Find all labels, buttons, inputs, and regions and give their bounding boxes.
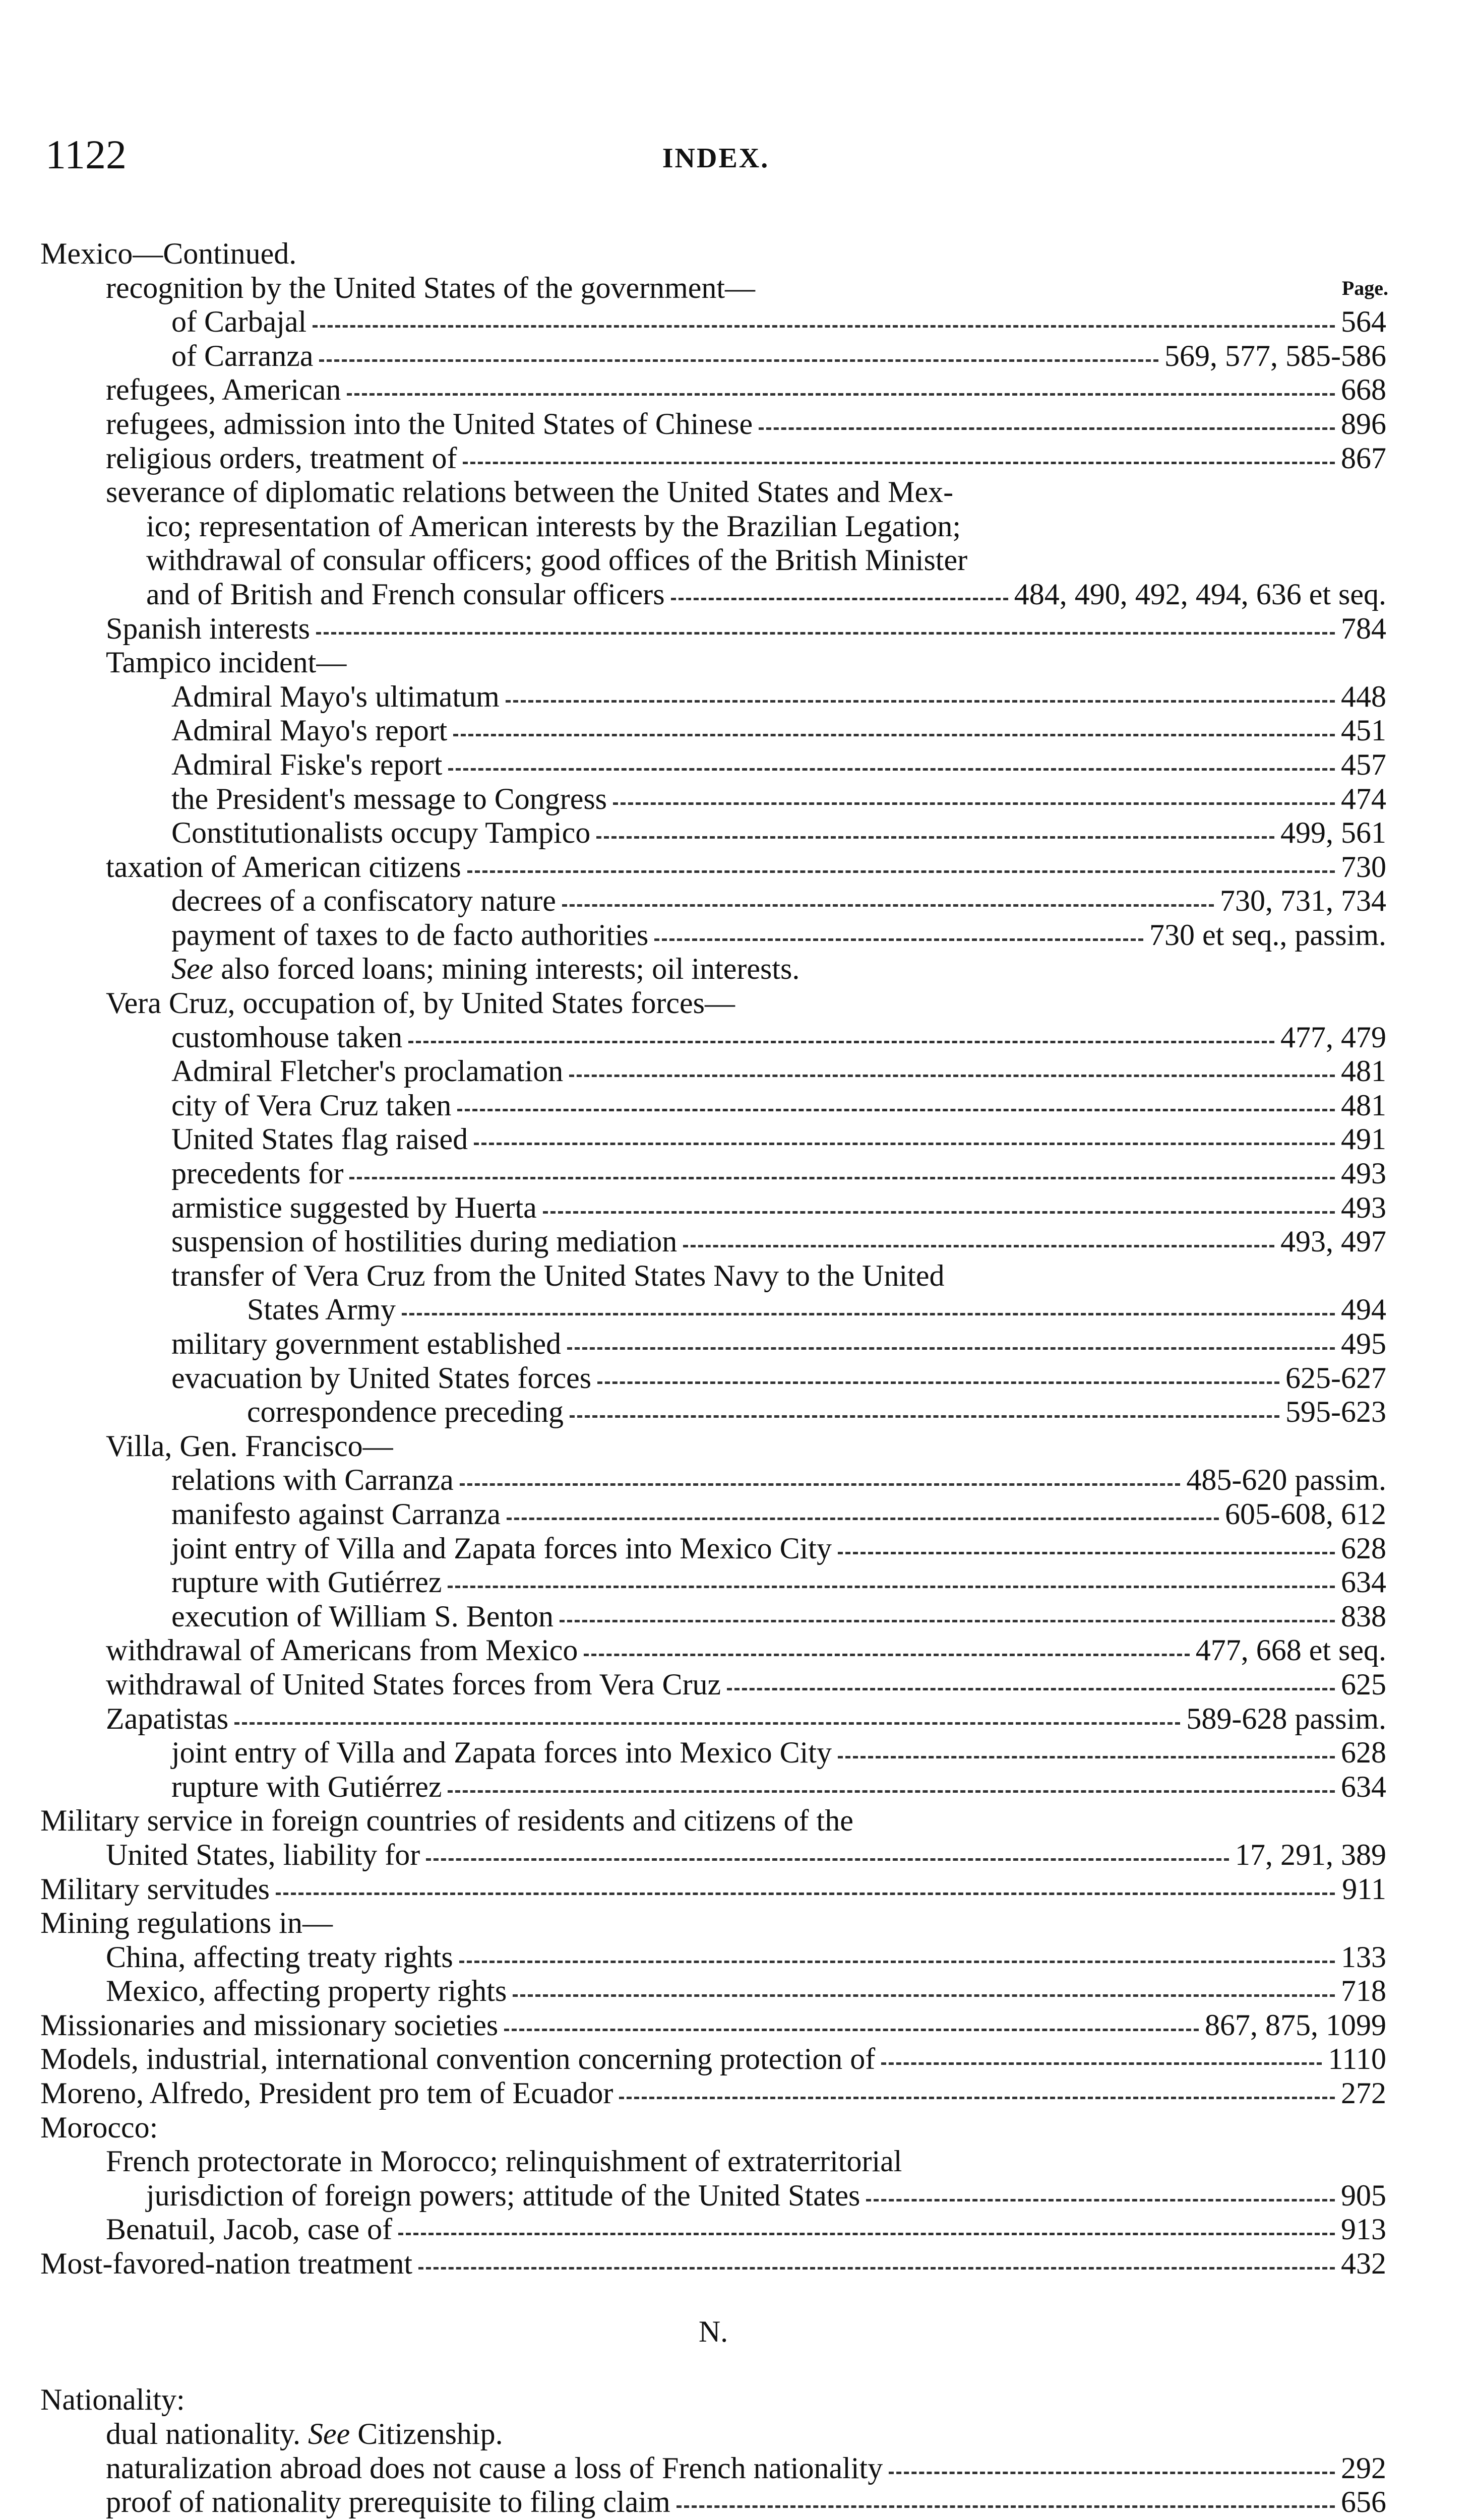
index-entry — [35, 646, 1391, 680]
entry-label: of Carranza — [171, 339, 314, 372]
entry-label: of Carbajal — [171, 305, 307, 339]
page-reference: 730 — [1341, 850, 1386, 884]
entry-label: relations with Carranza — [171, 1463, 454, 1497]
dot-leader — [418, 2267, 1335, 2270]
entry-with-leader — [171, 1497, 1386, 1532]
index-entry — [35, 1838, 1391, 1872]
entry-with-leader — [40, 2076, 1386, 2111]
dot-leader — [507, 1518, 1219, 1520]
index-entry — [35, 1054, 1391, 1089]
page-reference: 477, 668 et seq. — [1195, 1633, 1386, 1667]
entry-label: withdrawal of Americans from Mexico — [106, 1633, 578, 1667]
entry-with-leader — [171, 1532, 1386, 1566]
index-entry — [35, 1668, 1391, 1702]
dot-leader — [671, 598, 1008, 600]
entry-with-leader — [171, 1361, 1386, 1396]
index-entry — [35, 1327, 1391, 1361]
index-entry — [35, 1021, 1391, 1055]
entry-label: and of British and French consular officers — [146, 577, 665, 611]
entry-label: Military servitudes — [40, 1872, 270, 1906]
dot-leader — [408, 1041, 1274, 1043]
entry-label: Admiral Mayo's ultimatum — [171, 679, 500, 713]
index-entry — [35, 1565, 1391, 1600]
dot-leader — [570, 1415, 1279, 1418]
page-reference: 457 — [1341, 747, 1386, 781]
dot-leader — [584, 1654, 1189, 1656]
page-reference: 625 — [1341, 1667, 1386, 1701]
entry-label: suspension of hostilities during mediation — [171, 1225, 678, 1258]
entry-label: religious orders, treatment of — [106, 441, 457, 475]
index-entry — [35, 1497, 1391, 1532]
page-reference: 485-620 passim. — [1186, 1463, 1386, 1497]
index-entry — [35, 2383, 1391, 2417]
entry-label: withdrawal of United States forces from Vera Cruz — [106, 1667, 721, 1701]
dot-leader — [276, 1893, 1335, 1895]
entry-label: Most-favored-nation treatment — [40, 2247, 413, 2281]
index-entry — [35, 1089, 1391, 1123]
entry-label: withdrawal of consular officers; good offices of the British Minister — [146, 543, 968, 577]
index-entry — [35, 986, 1391, 1021]
entry-with-leader — [171, 782, 1386, 816]
page-reference: 569, 577, 585-586 — [1164, 339, 1386, 372]
dot-leader — [759, 427, 1335, 430]
entry-label: refugees, admission into the United States of Chinese — [106, 407, 753, 440]
page-reference: 911 — [1342, 1872, 1386, 1906]
entry-label: China, affecting treaty rights — [106, 1940, 453, 1974]
entry-label: dual nationality. See Citizenship. — [106, 2417, 503, 2450]
entry-label: taxation of American citizens — [106, 850, 461, 884]
entry-label: decrees of a confiscatory nature — [171, 884, 556, 918]
page-reference: 495 — [1341, 1327, 1386, 1360]
page-reference: 484, 490, 492, 494, 636 et seq. — [1014, 577, 1386, 611]
entry-with-leader — [171, 1463, 1386, 1497]
entry-with-leader — [171, 1600, 1386, 1634]
index-page — [35, 131, 1396, 2519]
page-reference: 605-608, 612 — [1225, 1497, 1386, 1531]
entry-with-leader — [40, 1872, 1386, 1907]
page-reference: 718 — [1341, 1974, 1386, 2008]
entry-label: Nationality: — [40, 2383, 185, 2417]
entry-with-leader — [106, 2485, 1386, 2519]
entry-label: Mexico—Continued. — [40, 237, 297, 270]
entry-with-leader — [171, 1122, 1386, 1157]
index-entry — [35, 1974, 1391, 2008]
entry-with-leader — [171, 680, 1386, 714]
index-entry — [35, 1463, 1391, 1497]
page-reference: 292 — [1341, 2451, 1386, 2485]
dot-leader — [683, 1245, 1274, 1247]
entry-label: United States flag raised — [171, 1122, 468, 1156]
entry-with-leader — [171, 918, 1386, 953]
index-entry — [35, 442, 1391, 476]
page-reference: 499, 561 — [1280, 816, 1386, 850]
entry-label: precedents for — [171, 1157, 344, 1190]
entry-label: Vera Cruz, occupation of, by United States forces— — [106, 986, 735, 1020]
page-reference: 448 — [1341, 679, 1386, 713]
index-entry — [35, 1395, 1391, 1429]
entry-label: Models, industrial, international convention concerning protection of — [40, 2042, 876, 2076]
page-reference: 432 — [1341, 2247, 1386, 2281]
index-entry — [35, 2111, 1391, 2145]
entry-with-leader — [106, 373, 1386, 407]
entry-label: ico; representation of American interests by the Brazilian Legation; — [146, 509, 961, 543]
index-entry — [35, 918, 1391, 953]
page-reference: 272 — [1341, 2076, 1386, 2110]
page-reference: 905 — [1341, 2178, 1386, 2212]
index-entry — [35, 782, 1391, 816]
dot-leader — [467, 870, 1335, 873]
index-entry — [35, 339, 1391, 373]
dot-leader — [889, 2472, 1335, 2474]
page-reference: 494 — [1341, 1293, 1386, 1327]
entry-with-leader — [106, 2451, 1386, 2486]
index-entry — [35, 2213, 1391, 2247]
entry-label: Tampico incident— — [106, 646, 347, 679]
dot-leader — [727, 1688, 1335, 1690]
dot-leader — [881, 2062, 1322, 2065]
entry-label: recognition by the United States of the government— — [106, 271, 756, 304]
page-reference: 1110 — [1328, 2042, 1386, 2076]
entry-with-leader — [171, 1736, 1386, 1770]
entry-with-leader — [106, 850, 1386, 885]
index-entry — [35, 407, 1391, 442]
page-reference: 595-623 — [1285, 1395, 1386, 1429]
index-entry — [35, 2076, 1391, 2111]
entry-label: proof of nationality prerequisite to filing claim — [106, 2485, 670, 2519]
entry-label: payment of taxes to de facto authorities — [171, 918, 649, 952]
entry-with-leader — [171, 1225, 1386, 1259]
index-entry — [35, 816, 1391, 850]
dot-leader — [457, 1109, 1335, 1111]
index-entry — [35, 1906, 1391, 1940]
index-entry — [35, 2247, 1391, 2281]
dot-leader — [504, 2029, 1199, 2031]
page-reference: 493, 497 — [1280, 1225, 1386, 1258]
dot-leader — [448, 1790, 1335, 1793]
entry-with-leader — [171, 816, 1386, 850]
dot-leader — [838, 1756, 1335, 1758]
dot-leader — [459, 1961, 1335, 1963]
page-reference: 730 et seq., passim. — [1149, 918, 1386, 952]
entry-with-leader — [106, 442, 1386, 476]
page-reference: 628 — [1341, 1736, 1386, 1770]
index-entry — [35, 748, 1391, 782]
dot-leader — [313, 325, 1335, 328]
entry-label: transfer of Vera Cruz from the United States Navy to the United — [171, 1258, 945, 1292]
dot-leader — [316, 632, 1335, 635]
entry-with-leader — [106, 2213, 1386, 2247]
page-reference: 913 — [1341, 2213, 1386, 2246]
dot-leader — [562, 904, 1214, 907]
index-entry — [35, 1191, 1391, 1225]
page-reference: 564 — [1341, 305, 1386, 339]
page-reference: 481 — [1341, 1088, 1386, 1122]
index-entry — [35, 1633, 1391, 1668]
entry-with-leader — [171, 1157, 1386, 1191]
entry-label: Morocco: — [40, 2110, 158, 2144]
section-heading: N. — [698, 2315, 728, 2349]
index-entry — [35, 510, 1391, 544]
entry-label: United States, liability for — [106, 1838, 420, 1871]
dot-leader — [513, 1994, 1335, 1997]
page-reference: 493 — [1341, 1157, 1386, 1190]
index-entry — [35, 2145, 1391, 2179]
index-entry — [35, 1770, 1391, 1804]
dot-leader — [460, 1483, 1181, 1486]
dot-leader — [613, 802, 1335, 805]
entry-with-leader — [106, 1668, 1386, 1702]
entry-label: jurisdiction of foreign powers; attitude of the United States — [146, 2178, 860, 2212]
page-reference: 474 — [1341, 782, 1386, 815]
page-reference: 481 — [1341, 1054, 1386, 1088]
index-entry — [35, 1122, 1391, 1157]
entry-with-leader — [146, 578, 1386, 612]
index-entry — [35, 2485, 1391, 2519]
entry-with-leader — [106, 407, 1386, 442]
index-entry — [35, 1872, 1391, 1907]
index-entry — [35, 475, 1391, 510]
dot-leader — [474, 1143, 1335, 1145]
entry-label: naturalization abroad does not cause a loss of French nationality — [106, 2451, 883, 2485]
dot-leader — [426, 1858, 1229, 1861]
entry-label: See also forced loans; mining interests; oil interests. — [171, 952, 800, 986]
dot-leader — [506, 700, 1335, 703]
entry-label: the President's message to Congress — [171, 782, 607, 815]
entry-label: joint entry of Villa and Zapata forces into Mexico City — [171, 1531, 832, 1565]
page-reference: 493 — [1341, 1190, 1386, 1224]
index-entry — [35, 1600, 1391, 1634]
index-entry — [35, 1429, 1391, 1464]
entry-label: French protectorate in Morocco; relinquishment of extraterritorial — [106, 2145, 902, 2178]
page-reference: 634 — [1341, 1565, 1386, 1599]
entry-label: States Army — [247, 1293, 396, 1327]
index-entry — [35, 373, 1391, 407]
page-column-label: Page. — [1341, 276, 1388, 299]
page-reference: 730, 731, 734 — [1220, 884, 1386, 918]
page-reference: 477, 479 — [1280, 1020, 1386, 1054]
index-entry — [35, 714, 1391, 748]
entry-with-leader — [40, 2247, 1386, 2281]
entry-label: Moreno, Alfredo, President pro tem of Ecuador — [40, 2076, 613, 2110]
entry-label: refugees, American — [106, 373, 341, 407]
entry-with-leader — [106, 1702, 1386, 1736]
dot-leader — [448, 1586, 1335, 1588]
page-reference: 451 — [1341, 714, 1386, 747]
entry-label: Spanish interests — [106, 611, 310, 645]
dot-leader — [676, 2505, 1335, 2508]
entry-with-leader — [247, 1395, 1386, 1429]
page-reference: 491 — [1341, 1122, 1386, 1156]
entry-with-leader — [106, 1974, 1386, 2008]
dot-leader — [569, 1075, 1335, 1077]
page-reference: 656 — [1341, 2485, 1386, 2519]
index-entry — [35, 271, 1391, 305]
dot-leader — [347, 393, 1335, 396]
running-head: INDEX. — [662, 143, 770, 174]
entry-with-leader — [40, 2042, 1386, 2076]
page-reference: 784 — [1341, 611, 1386, 645]
entry-with-leader — [106, 1940, 1386, 1975]
page-reference: 867, 875, 1099 — [1205, 2008, 1386, 2042]
entry-label: Admiral Fiske's report — [171, 747, 443, 781]
entry-with-leader — [171, 714, 1386, 748]
entry-with-leader — [171, 1021, 1386, 1055]
page-reference: 668 — [1341, 373, 1386, 407]
entry-with-leader — [171, 1054, 1386, 1089]
entry-with-leader — [171, 1770, 1386, 1804]
dot-leader — [319, 359, 1158, 362]
index-entry — [35, 1736, 1391, 1770]
entry-with-leader — [106, 612, 1386, 646]
dot-leader — [543, 1211, 1335, 1214]
entry-label: manifesto against Carranza — [171, 1497, 501, 1531]
spacer — [35, 2281, 1391, 2315]
page-number: 1122 — [45, 132, 127, 177]
spacer — [35, 2349, 1391, 2383]
entry-with-leader — [171, 1327, 1386, 1361]
index-entry — [35, 1361, 1391, 1396]
entry-label: evacuation by United States forces — [171, 1361, 592, 1395]
entry-with-leader — [171, 1191, 1386, 1225]
index-entry — [35, 1804, 1391, 1838]
entry-label: joint entry of Villa and Zapata forces into Mexico City — [171, 1736, 832, 1770]
dot-leader — [234, 1722, 1180, 1725]
page-reference: 628 — [1341, 1531, 1386, 1565]
page-reference: 625-627 — [1285, 1361, 1386, 1395]
index-entries — [35, 237, 1391, 2520]
index-entry — [35, 2042, 1391, 2076]
entry-with-leader — [171, 748, 1386, 782]
index-entry — [35, 612, 1391, 646]
entry-label: correspondence preceding — [247, 1395, 564, 1429]
entry-label: severance of diplomatic relations between the United States and Mex- — [106, 475, 954, 509]
index-entry — [35, 1293, 1391, 1327]
dot-leader — [349, 1177, 1335, 1179]
page-reference: 896 — [1341, 407, 1386, 440]
dot-leader — [654, 938, 1143, 941]
dot-leader — [453, 734, 1335, 736]
index-entry — [35, 2417, 1391, 2451]
entry-label: Constitutionalists occupy Tampico — [171, 816, 591, 850]
entry-label: Mining regulations in— — [40, 1906, 333, 1940]
page-header — [35, 131, 1396, 192]
dot-leader — [619, 2097, 1335, 2099]
dot-leader — [866, 2199, 1335, 2201]
index-entry — [35, 884, 1391, 918]
index-entry — [35, 2008, 1391, 2043]
entry-with-leader — [40, 2008, 1386, 2043]
entry-label: rupture with Gutiérrez — [171, 1770, 442, 1803]
entry-label: Villa, Gen. Francisco— — [106, 1429, 393, 1463]
entry-label: rupture with Gutiérrez — [171, 1565, 442, 1599]
entry-with-leader — [171, 1089, 1386, 1123]
index-entry — [35, 2451, 1391, 2486]
page-reference: 634 — [1341, 1770, 1386, 1803]
page-reference: 589-628 passim. — [1186, 1702, 1386, 1735]
entry-label: Mexico, affecting property rights — [106, 1974, 507, 2008]
entry-label: Benatuil, Jacob, case of — [106, 2213, 393, 2246]
entry-label: execution of William S. Benton — [171, 1599, 554, 1633]
index-entry — [35, 1157, 1391, 1191]
entry-label: Missionaries and missionary societies — [40, 2008, 499, 2042]
index-entry — [35, 1940, 1391, 1975]
dot-leader — [560, 1620, 1335, 1622]
dot-leader — [402, 1313, 1335, 1315]
dot-leader — [838, 1552, 1335, 1554]
index-entry — [35, 1225, 1391, 1259]
dot-leader — [448, 768, 1335, 771]
entry-label: armistice suggested by Huerta — [171, 1190, 537, 1224]
entry-with-leader — [247, 1293, 1386, 1327]
entry-with-leader — [171, 305, 1386, 339]
dot-leader — [398, 2233, 1335, 2235]
entry-with-leader — [106, 1633, 1386, 1668]
index-entry — [35, 543, 1391, 578]
entry-with-leader — [146, 2179, 1386, 2213]
entry-label: military government established — [171, 1327, 562, 1360]
entry-label: Zapatistas — [106, 1702, 229, 1735]
entry-label: Military service in foreign countries of residents and citizens of the — [40, 1804, 853, 1838]
index-entry — [35, 578, 1391, 612]
index-entry — [35, 305, 1391, 339]
page-reference: 133 — [1341, 1940, 1386, 1974]
dot-leader — [597, 1381, 1279, 1384]
dot-leader — [567, 1347, 1335, 1350]
entry-with-leader — [171, 1565, 1386, 1600]
index-entry — [35, 2179, 1391, 2213]
page-reference: 867 — [1341, 441, 1386, 475]
page-reference: 838 — [1341, 1599, 1386, 1633]
index-entry — [35, 1702, 1391, 1736]
index-entry — [35, 1259, 1391, 1293]
dot-leader — [596, 836, 1274, 839]
dot-leader — [463, 462, 1335, 464]
index-entry — [35, 1532, 1391, 1566]
page-reference: 17, 291, 389 — [1235, 1838, 1386, 1871]
entry-with-leader — [106, 1838, 1386, 1872]
entry-label: customhouse taken — [171, 1020, 403, 1054]
entry-label: Admiral Fletcher's proclamation — [171, 1054, 564, 1088]
entry-with-leader — [171, 884, 1386, 918]
index-entry — [35, 237, 1391, 271]
entry-with-leader — [171, 339, 1386, 373]
index-entry — [35, 680, 1391, 714]
entry-label: city of Vera Cruz taken — [171, 1088, 452, 1122]
entry-label: Admiral Mayo's report — [171, 714, 448, 747]
index-entry — [35, 850, 1391, 885]
index-entry — [35, 952, 1391, 986]
